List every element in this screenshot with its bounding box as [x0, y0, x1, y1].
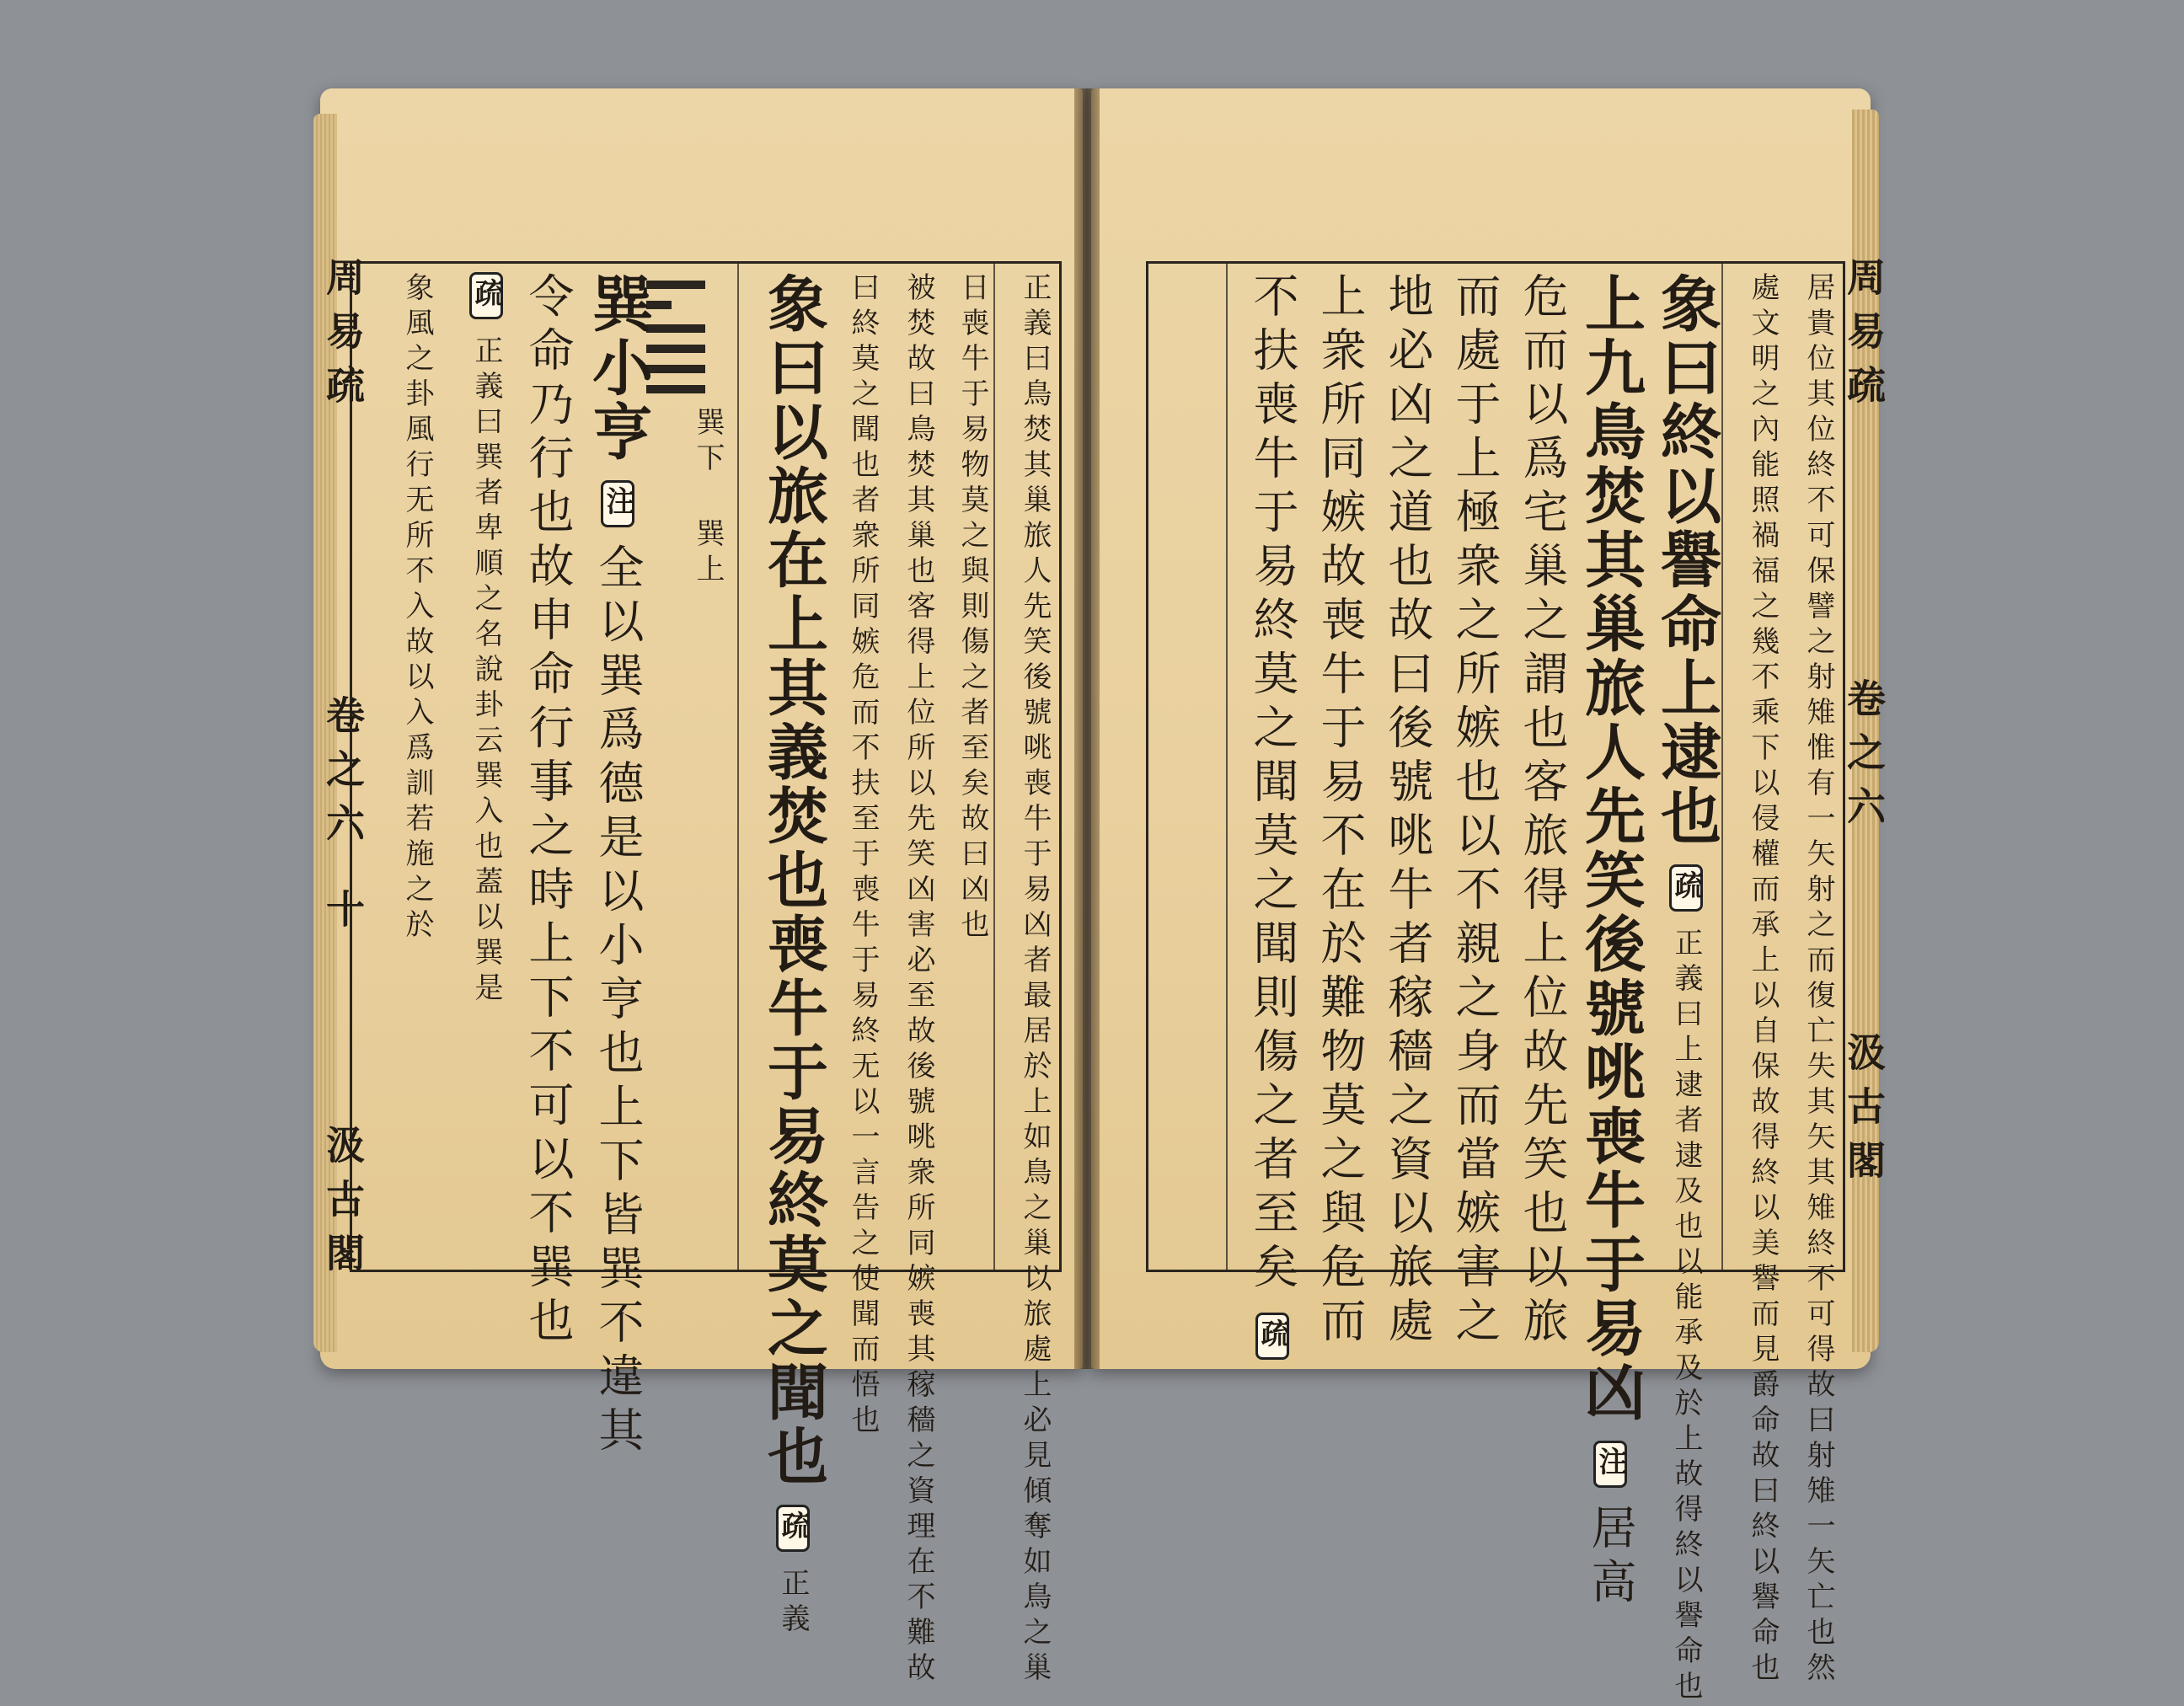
text-column: [1234, 272, 1299, 1354]
text-column: 象風之卦風行无所不入故以入爲訓若施之於: [400, 272, 434, 944]
heading-column: [577, 272, 654, 1460]
xiang-heading: 象曰終以譽命上逮也: [1651, 272, 1722, 848]
text-column: 居貴位其位終不可保譬之射雉惟有一矢射之而復亡失其矢其雉終不可得故曰射雉一矢亡也然: [1801, 272, 1835, 1687]
text-column: 被焚故曰鳥焚其巢也客得上位所以先笑凶害必至故後號咷衆所同嫉喪其稼穡之資理在不難故: [902, 272, 935, 1687]
open-book: [320, 88, 1887, 1706]
right-text-frame: [1146, 261, 1845, 1706]
text-column: 而處于上極衆之所嫉也以不親之身而當嫉害之: [1448, 272, 1502, 1350]
marker-text: 正義: [776, 1568, 810, 1639]
column-rule: [737, 264, 739, 1270]
xiang-heading: 象曰以旅在上其義焚也喪牛于易終莫之聞也: [757, 272, 829, 1489]
marker-text: 居高: [1584, 1504, 1637, 1612]
marker-text: 正義曰上逮者逮及也以能承及於上故得終以譽命也: [1669, 928, 1703, 1706]
xun-hexagram-icon: [646, 281, 705, 405]
text-column: 令命乃行也故申命行事之時上下不可以不巽也: [522, 272, 575, 1350]
margin-title: 周易疏: [320, 257, 366, 419]
text-column: 上衆所同嫉故喪牛于易不在於難物莫之與危而: [1314, 272, 1367, 1350]
margin-title: 周易疏: [1841, 257, 1887, 419]
zhu-marker: 注: [601, 480, 634, 527]
shu-marker: 疏: [469, 272, 503, 319]
text-column: 危而以爲宅巢之謂也客旅得上位故先笑也以旅: [1516, 272, 1569, 1350]
heading-column: [1646, 272, 1722, 1706]
column-rule: [1226, 264, 1228, 1270]
shu-marker: 疏: [1255, 1313, 1289, 1360]
shu-marker: 疏: [1669, 864, 1703, 912]
text-column: 日喪牛于易物莫之與則傷之者至矣故曰凶也: [956, 272, 989, 944]
text-column: 正義曰鳥焚其巢旅人先笑後號咷喪牛于易凶者最居於上如鳥之巢以旅處上必見傾奪如鳥之巢: [1018, 272, 1052, 1687]
heading-column: [746, 272, 829, 1639]
hexagram-heading: 巽小亨: [582, 272, 654, 464]
margin-leaf: 十: [320, 889, 366, 943]
margin-publisher: 汲古閣: [320, 1125, 366, 1286]
left-text-frame: [350, 261, 1062, 1687]
heading-column: [1570, 272, 1646, 1612]
zhu-marker: 注: [1593, 1441, 1627, 1488]
margin-juan: 卷之六: [1841, 678, 1887, 840]
margin-juan: 卷之六: [320, 695, 366, 857]
column-rule: [993, 264, 995, 1270]
yao-heading: 上九鳥焚其巢旅人先笑後號咷喪牛于易凶: [1575, 272, 1646, 1425]
margin-publisher: 汲古閣: [1841, 1032, 1887, 1194]
marker-text: 全以巽爲德是以小亨也上下皆巽不違其: [592, 543, 645, 1460]
marker-text: 正義曰巽者卑順之名說卦云巽入也蓋以巽是: [469, 335, 503, 1008]
text-column: 曰終莫之聞也者衆所同嫉危而不扶至于喪牛于易終无以一言告之使聞而悟也: [846, 272, 880, 1440]
text-column-body: 不扶喪牛于易終莫之聞莫之聞則傷之者至矣: [1246, 272, 1299, 1297]
text-column: 處文明之內能照禍福之幾不乘下以侵權而承上以自保故得終以美譽而見爵命故曰終以譽命也: [1746, 272, 1780, 1687]
shu-marker: 疏: [776, 1505, 810, 1552]
text-column: 地必凶之道也故曰後號咷牛者稼穡之資以旅處: [1381, 272, 1434, 1350]
text-column: [436, 272, 503, 1266]
book-gutter: [1074, 88, 1100, 1369]
trigram-label: 巽下 巽上: [691, 407, 725, 589]
